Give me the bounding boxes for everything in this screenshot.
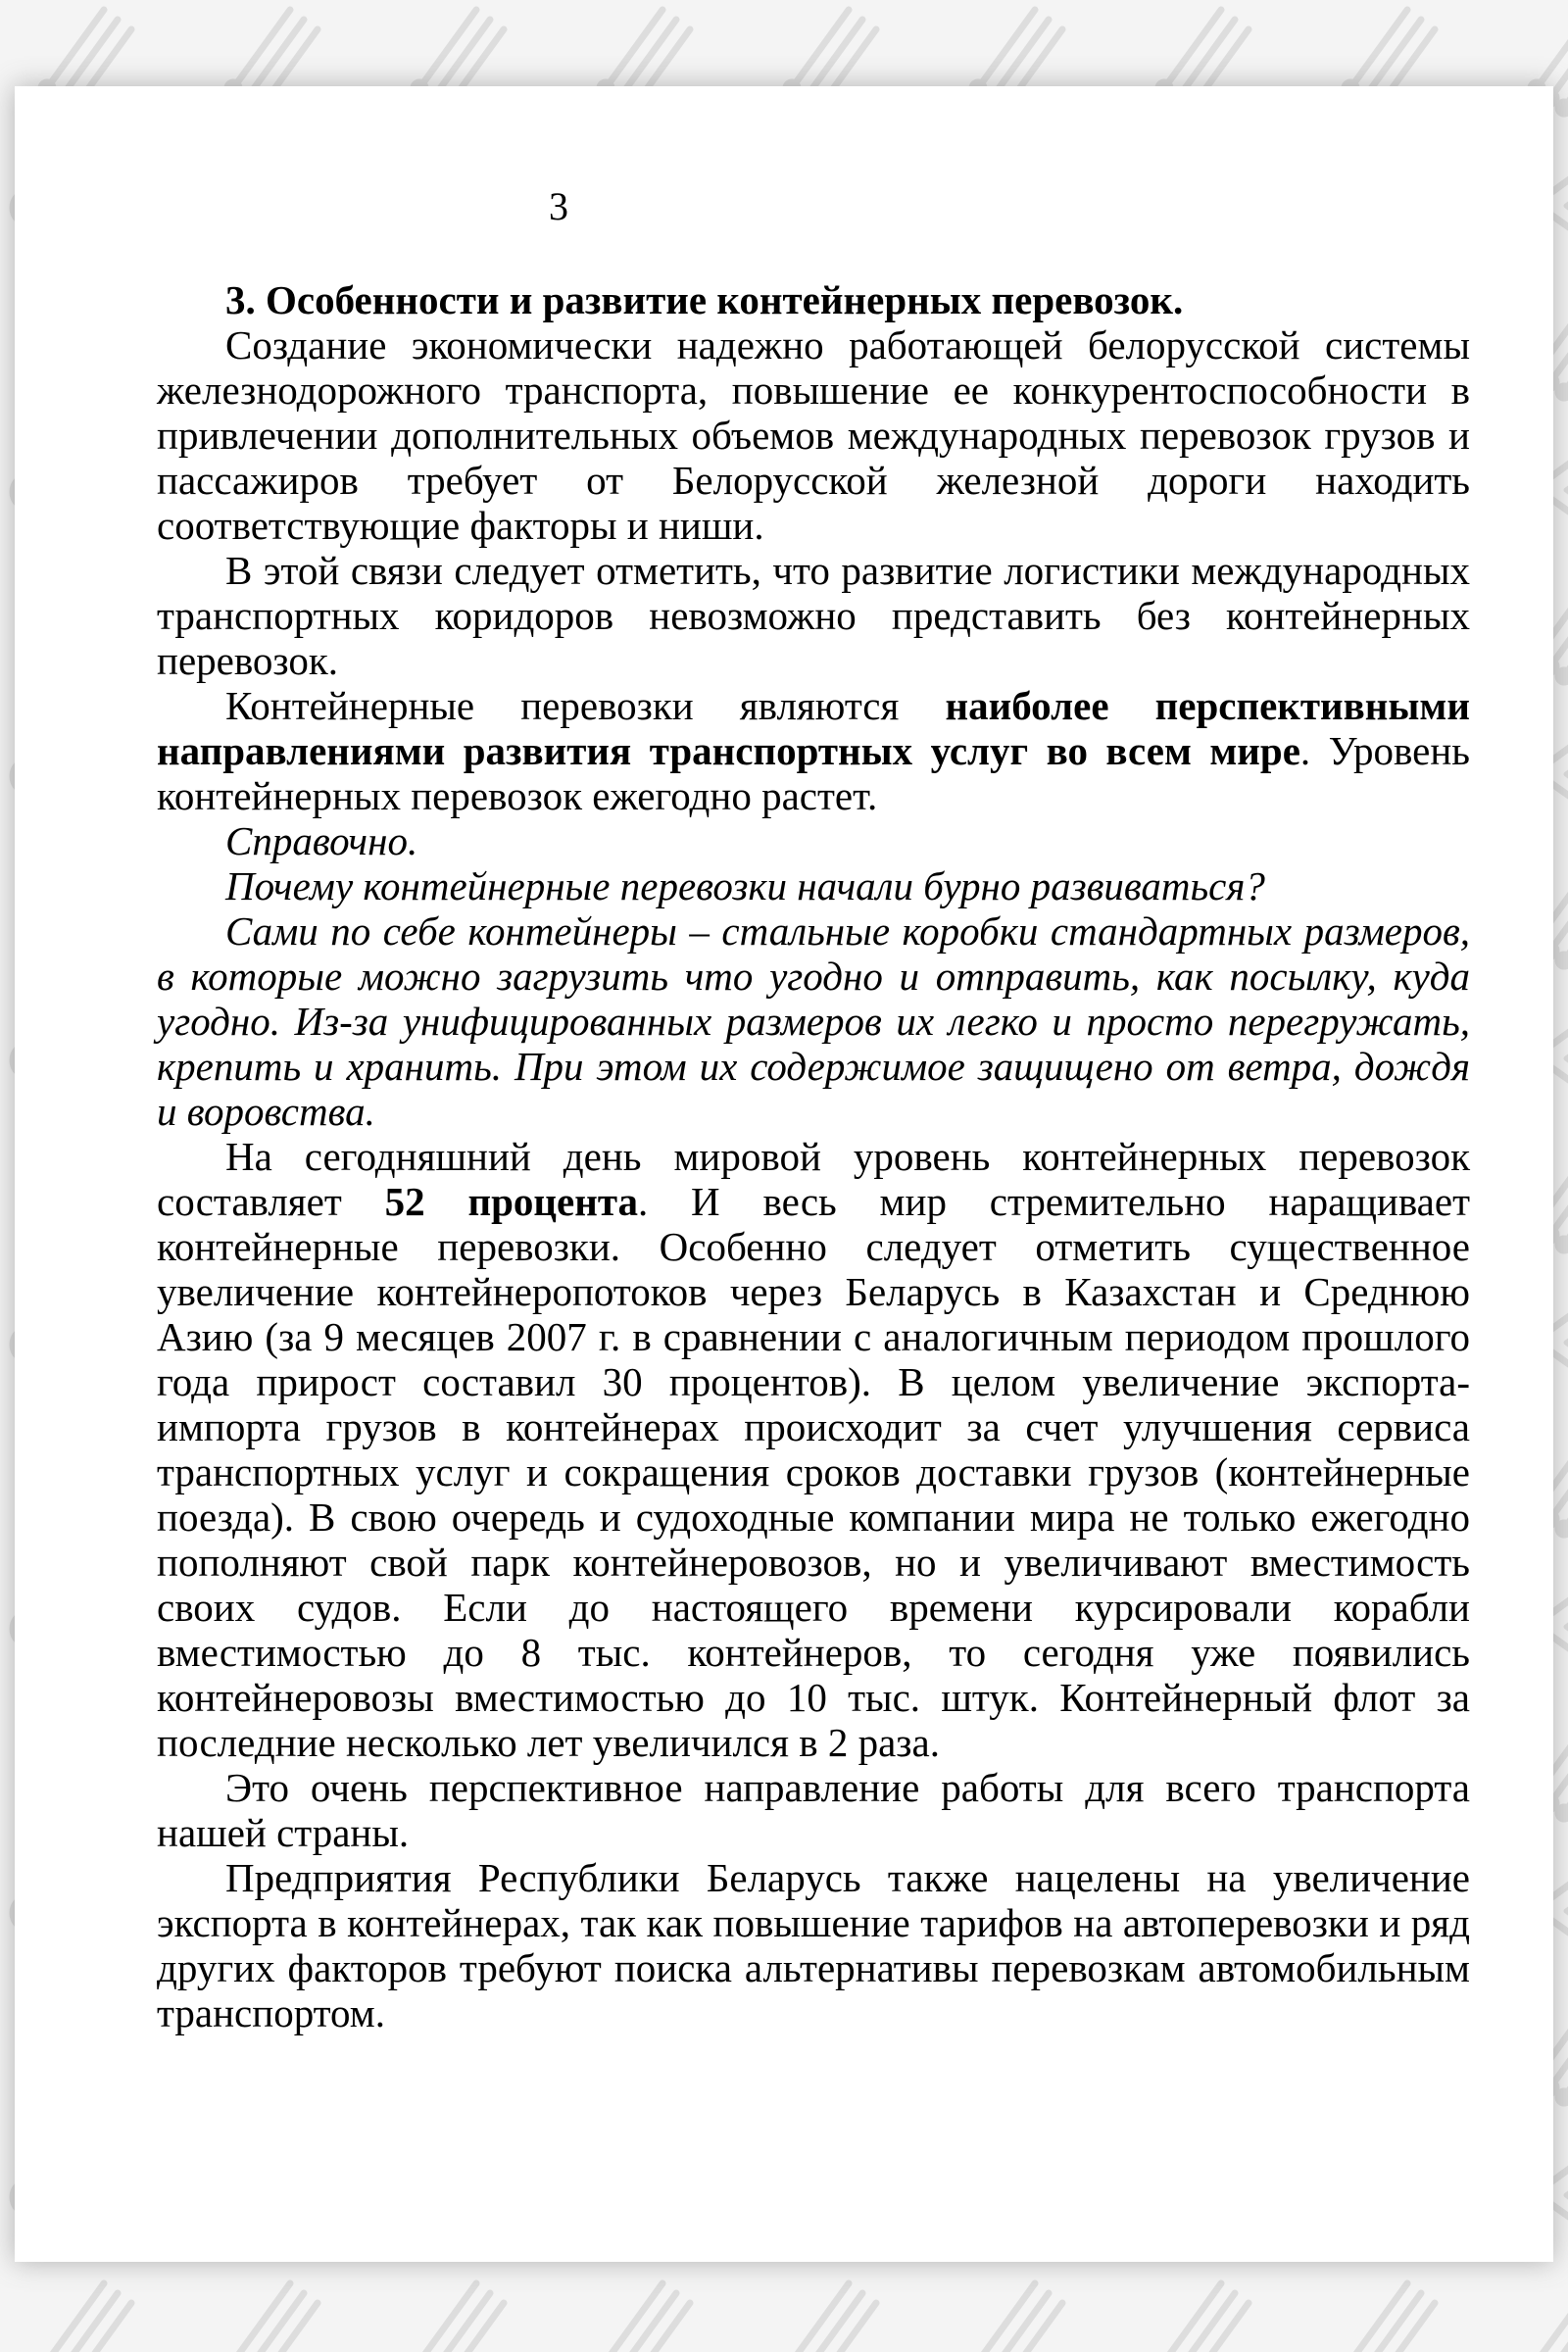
paragraph: Справочно.	[225, 818, 418, 863]
paragraph: Создание экономически надежно работающей белорусской системы железнодорожного транспорта, повышение ее конкурентоспособности в привлечении дополнительных объемов международных перевозок грузов и пассажиров требует от Белорусской железной дороги находить соответствующие факторы и ниши.	[157, 322, 1470, 548]
page-number: 3	[549, 184, 568, 228]
paragraph: Сами по себе контейнеры – стальные коробки стандартных размеров, в которые можно загрузить что угодно и отправить, как посылку, куда угодно. Из-за унифицированных размеров их легко и просто перегружать, крепить и хранить. При этом их содержимое защищено от ветра, дождя и воровства.	[157, 908, 1470, 1134]
document-body	[157, 322, 1470, 2035]
paragraph: На сегодняшний день мировой уровень контейнерных перевозок составляет 52 процента. И весь мир стремительно наращивает контейнерные перевозки. Особенно следует отметить существенное увеличение контейнеропотоков через Беларусь в Казахстан и Среднюю Азию (за 9 месяцев 2007 г. в сравнении с аналогичным периодом прошлого года прирост составил 30 процентов). В целом увеличение экспорта-импорта грузов в контейнерах происходит за счет улучшения сервиса транспортных услуг и сокращения сроков доставки грузов (контейнерные поезда). В свою очередь и судоходные компании мира не только ежегодно пополняют свой парк контейнеровозов, но и увеличивают вместимость своих судов. Если до настоящего времени курсировали корабли вместимостью до 8 тыс. контейнеров, то сегодня уже появились контейнеровозы вместимостью до 10 тыс. штук. Контейнерный флот за последние несколько лет увеличился в 2 раза.	[157, 1134, 1470, 1765]
paragraph: Контейнерные перевозки являются наиболее перспективными направлениями развития транспортных услуг во всем мире. Уровень контейнерных перевозок ежегодно растет.	[157, 683, 1470, 818]
paragraph: В этой связи следует отметить, что развитие логистики международных транспортных коридоров невозможно представить без контейнерных перевозок.	[157, 548, 1470, 683]
section-heading: 3. Особенности и развитие контейнерных перевозок.	[225, 277, 1184, 322]
document-page	[15, 86, 1553, 2262]
paragraph: Это очень перспективное направление работы для всего транспорта нашей страны.	[157, 1765, 1470, 1855]
paragraph: Предприятия Республики Беларусь также нацелены на увеличение экспорта в контейнерах, так как повышение тарифов на автоперевозки и ряд других факторов требуют поиска альтернативы перевозкам автомобильным транспортом.	[157, 1855, 1470, 2035]
paragraph: Почему контейнерные перевозки начали бурно развиваться?	[225, 863, 1265, 908]
page-content	[157, 277, 1470, 2035]
